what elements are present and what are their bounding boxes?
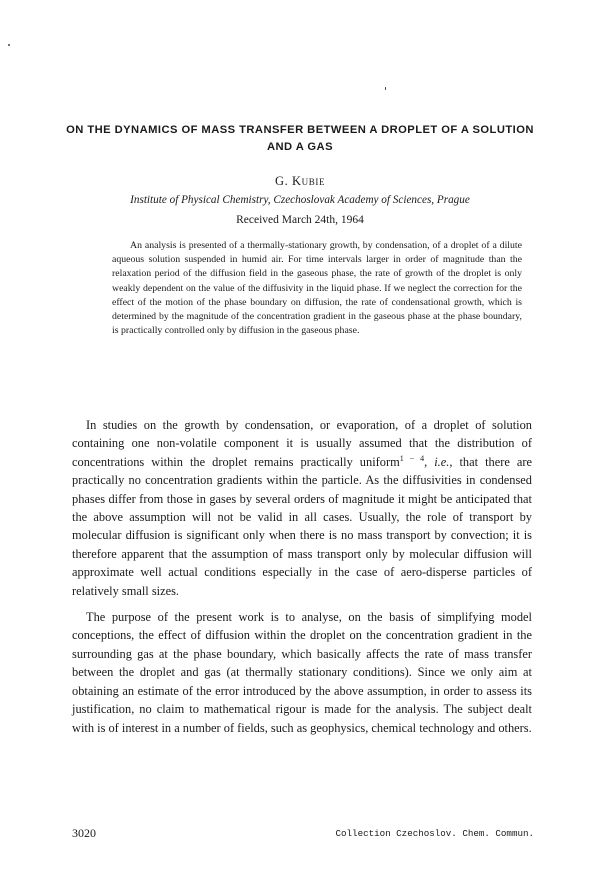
paragraph-1 — [72, 416, 532, 600]
author-initial: G. — [274, 174, 293, 188]
author-name — [0, 174, 600, 189]
page-number: 3020 — [72, 826, 96, 840]
affiliation: Institute of Physical Chemistry, Czechoslovak Academy of Sciences, Prague — [130, 194, 470, 206]
scan-speck — [385, 87, 386, 90]
ie-abbrev: i.e. — [434, 454, 450, 469]
reference-superscript: 1 − 4 — [399, 453, 425, 463]
journal-name: Collection Czechoslov. Chem. Commun. — [335, 828, 534, 839]
paragraph-1-rest: , that there are practically no concentration gradients within the particle. As the diffusivities in condensed phases differ from those in gases by several orders of magnitude it might be anticipated that the above assumption will not be valid in all cases. Usually, the role of transport by molecular diffusion is significant only when there is no mass transport by convection; it is therefore apparent that the assumption of mass transport only by molecular diffusion will approximate well actual conditions especially in the case of aero-disperse particles of relatively small sizes. — [72, 454, 532, 598]
abstract: An analysis is presented of a thermally-stationary growth, by condensation, of a droplet of a dilute aqueous solution suspended in humid air. For time intervals larger in order of magnitude than the relaxation period of the diffusion field in the gaseous phase, the rate of growth of the droplet is only weakly dependent on the value of the diffusivity in the liquid phase. If we neglect the correction for the effect of the motion of the phase boundary on diffusion, the rate of condensational growth, which is determined by the magnitude of the concentration gradient in the gaseous phase at the phase boundary, is practically controlled only by diffusion in the gaseous phase. — [112, 240, 522, 337]
paper-title: ON THE DYNAMICS OF MASS TRANSFER BETWEEN A DROPLET OF A SOLUTION AND A GAS — [66, 124, 534, 153]
author-surname: Kubie — [292, 174, 326, 188]
paragraph-2: The purpose of the present work is to analyse, on the basis of simplifying model conceptions, the effect of diffusion within the droplet on the concentration gradient in the surrounding gas at the phase boundary, which basically affects the rate of mass transfer between the droplet and gas (at thermally stationary conditions). Since we only aim at obtaining an estimate of the error introduced by the above assumption, in order to assess its justification, no claim to mathematical rigour is made for the analysis. The subject dealt with is of interest in a number of fields, such as geophysics, chemical technology and others. — [72, 610, 532, 735]
scan-speck — [8, 44, 10, 46]
paragraph-1-text: In studies on the growth by condensation, or evaporation, of a droplet of solution containing one non-volatile component it is usually assumed that the distribution of concentrations within the droplet remains practically uniform — [72, 418, 532, 469]
paragraph-1-sep: , — [424, 454, 435, 469]
body-text — [72, 416, 532, 745]
received-date: Received March 24th, 1964 — [236, 214, 364, 226]
